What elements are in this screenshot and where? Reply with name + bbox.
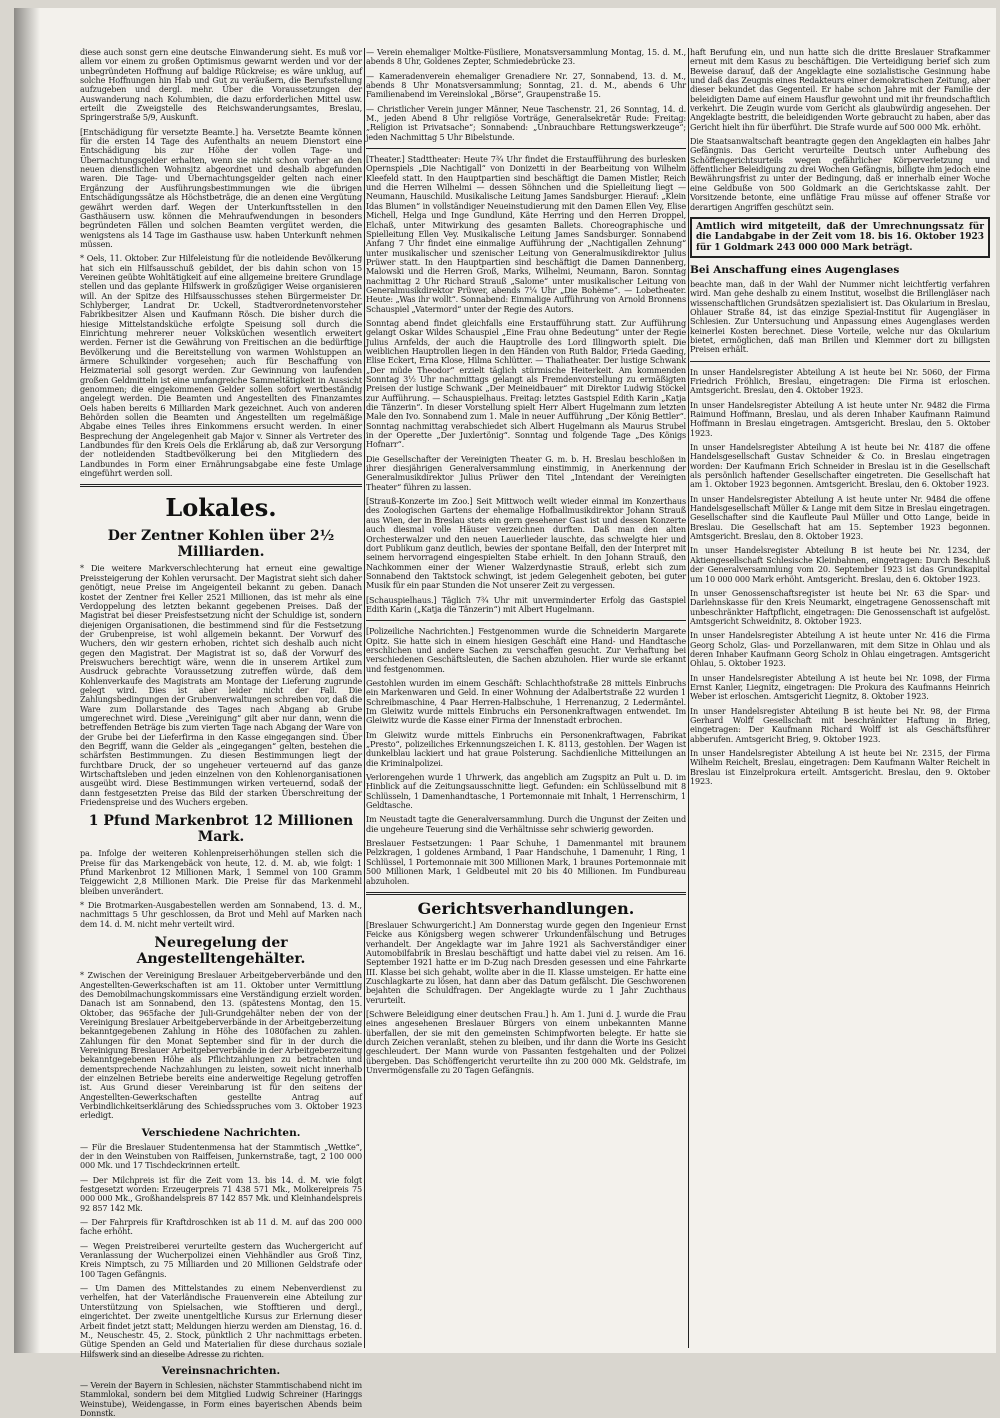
article-gestohlen: Gestohlen wurden im einem Geschäft: Schlachthofstraße 28 mittels Einbruchs ein Markenwaren und Geld. In einer Wohnung der Adalbertstraße 22 wurden 1 Schreibmaschine, 4 Paar Herren-Halbschuhe, 1 Herrenanzug, 2 Ledermäntel. Im Gleiwitz wurde mittels Einbruchs ein Personenkraftwagen entwendet. Im Gleiwitz wurde die Kasse einer Firma der Innenstadt erbrochen.: [366, 677, 686, 726]
column-2: [366, 48, 686, 1348]
scan-binding-shadow: [14, 8, 40, 1353]
section-rule: [690, 361, 990, 362]
article-urteil: Die Staatsanwaltschaft beantragte gegen den Angeklagten ein halbes Jahr Gefängnis. Das Gericht verurteilte Deutsch unter Aufhebung des Schöffengerichtsurteils wegen gefährlicher Körperverletzung und öffentlicher Beleidigung zu drei Wochen Gefängnis, billigte ihm jedoch eine Bewährungsfrist zu unter der Bedingung, daß er innerhalb einer Woche eine Geldbuße von 500 Goldmark an die Gerichtskasse zahlt. Der Vorsitzende betonte, eine unflätige Frau müsse auf offener Straße vor derartigen Angriffen geschützt sein.: [690, 136, 990, 212]
headline-augenglas: Bei Anschaffung eines Augenglases: [690, 263, 900, 276]
column-3: [690, 48, 990, 1348]
item-grenadiere: — Kameradenverein ehemaliger Grenadiere Nr. 27, Sonnabend, 13. d. M., abends 8 Uhr Monatsversammlung; Sonntag, 21. d. M., abends 6 Uhr Familienabend im Vereinslokal „Börse“, Graupenstraße 15.: [366, 70, 686, 100]
section-heading-gericht: Gerichtsverhandlungen.: [417, 898, 635, 918]
article-schauspielhaus: [Schauspielhaus.] Täglich 7¾ Uhr mit unverminderter Erfolg das Gastspiel Edith Karin („Katja die Tänzerin“) mit Albert Hugelmann.: [366, 594, 686, 614]
item-kraftdroschken: — Der Fahrpreis für Kraftdroschken ist ab 11 d. M. auf das 200 000 fache erhöht.: [80, 1217, 362, 1237]
item-cvjm: — Christlicher Verein junger Männer, Neue Taschenstr. 21, 26 Sonntag, 14. d. M., jeden Abend 8 Uhr religiöse Vorträge, Generalsekretär Rude: Freitag: „Religion ist Privatsache“; Sonnabend: „Unbrauchbare Rettungswerkzeuge“; jeden Nachmittag 5 Uhr Bibelstunde.: [366, 103, 686, 142]
article-verloren: Verlorengehen wurde 1 Uhrwerk, das angeblich am Zugspitz an Pult u. D. im Hinblick auf die Zeitungsausschnitte liegt. Gefunden: ein Schlüsselbund mit 8 Schlüsseln, 1 Damenhandtasche, 1 Portemonnaie mit Inhalt, 1 Herrenschirm, 1 Geldtasche.: [366, 772, 686, 811]
article-theater-cont: Sonntag abend findet gleichfalls eine Erstaufführung statt. Zur Aufführung gelangt Oskar Wildes Schauspiel „Eine Frau ohne Bedeutung“ unter der Regie Julius Arnfelds, der auch die Hauptrolle des Lord Illingworth spielt. Die weiblichen Hauptrollen liegen in den Händen von Ruth Baldor, Frieda Gaeding, Elise Eckert, Erna Klose, Hilma Schlütter. — Thaliatheater. Der lustige Schwank „Der müde Theodor“ erzielt täglich stürmische Heiterkeit. Am kommenden Sonntag 3½ Uhr nachmittags gelangt als Fremdenvorstellung zu ermäßigten Preisen der lustige Schwank „Der Meineidbauer“ mit Direktor Ludwig Stöckel zur Aufführung. — Schauspielhaus. Freitag: letztes Gastspiel Edith Karin „Katja die Tänzerin“. In dieser Vorstellung spielt Herr Albert Hugelmann zum letzten Male den Ivo. Sonnabend zum 1. Male in neuer Aufführung „Der König Bettler“. Sonntag nachmittag verabschiedet sich Albert Hugelmann als Maurus Strubel in der Operette „Der Juxlertönig“. Sonntag und folgende Tage „Des Königs Hofnarr“.: [366, 317, 686, 450]
article-brotmarken: * Die Brotmarken-Ausgabestellen werden am Sonnabend, 13. d. M., nachmittags 5 Uhr geschlossen, da Brot und Mehl auf Marken nach dem 14. d. M. nicht mehr verteilt wird.: [80, 900, 362, 929]
item-frauenverein: — Um Damen des Mittelstandes zu einem Nebenverdienst zu verhelfen, hat der Vaterländische Frauenverein eine Abteilung zur Unterstützung von Spielsachen, wie Stofftieren und dergl., eingerichtet. Der zweite unentgeltliche Kursus zur Erlernung dieser Arbeit findet jetzt statt; Meldungen hierzu werden am Dienstag, 16. d. M., Neuschestr. 45, 2. Stock, pünktlich 2 Uhr nachmittags erbeten. Gütige Spenden an Geld und Materialien für diese durchaus soziale Hilfswerk sind an dieselbe Adresse zu richten.: [80, 1283, 362, 1359]
notice-umrechnungssatz: [690, 217, 990, 258]
column-divider-1: [364, 48, 365, 1348]
section-rule: [366, 620, 686, 621]
register-entry: In unser Handelsregister Abteilung A ist heute bei Nr. 5060, der Firma Friedrich Fröhlich, Breslau, eingetragen: Die Firma ist erloschen. Amtsgericht. Breslau, den 4. Oktober 1923.: [690, 366, 990, 396]
section-heading-lokales: Lokales.: [165, 493, 277, 523]
register-entry: In unser Handelsregister Abteilung A ist heute bei Nr. 2315, der Firma Wilhelm Reichelt, Breslau, eingetragen: Dem Kaufmann Walter Reichelt in Breslau ist Einzelprokura erteilt. Amtsgericht. Breslau, den 9. Oktober 1923.: [690, 748, 990, 787]
headline-gehaelter: Neuregelung der Angestelltengehälter.: [136, 935, 306, 968]
article-fundsachen: Breslauer Festsetzungen: 1 Paar Schuhe, 1 Damenmantel mit braunem Pelzkragen, 1 goldenes Armband, 1 Paar Handschuhe, 1 Damenuhr, 1 Ring, 1 Schlüssel, 1 Portemonnaie mit 300 Millionen Mark, 1 braunes Portemonnaie mit 500 Millionen Mark, 1 Geldbeutel mit 20 bis 40 Millionen. Im Fundbureau abzuholen.: [366, 838, 686, 886]
article-theater: [Theater.] Stadttheater: Heute 7¾ Uhr findet die Erstaufführung des burlesken Opernspiels „Die Nachtigall“ von Donizetti in der Bearbeitung von Wilhelm Kleefeld statt. In den Hauptpartien sind beschäftigt die Damen Mistler, Reich und die Herren Wilhelmi — dessen Söhnchen und die Spielleitung liegt — Neumann, Hauschild. Musikalische Leitung James Sandsburger. Hierauf: „Klein Idas Blumen“ in vollständiger Neueinstudierung mit den Damen Ellen Vey, Elise Michell, Helga und Inge Gundlund, Käte Herring und den Herren Droppel, Elchaß, unter Mitwirkung des gesamten Ballets. Choreographische und Spielleitung Ellen Vey. Musikalische Leitung James Sandsburger. Sonnabend Anfang 7 Uhr findet eine einmalige Aufführung der „Nachtigallen Zehnung“ unter musikalischer und szenischer Leitung von Generalmusikdirektor Julius Prüwer statt. In den Hauptpartien sind beschäftigt die Damen Dannenberg, Malowski und die Herren Groß, Marks, Wilhelmi, Neumann, Baron. Sonntag nachmittag 2 Uhr Richard Strauß „Salome“ unter musikalischer Leitung von Generalmusikdirektor Prüwer, abends 7¼ Uhr „Die Bohème“. — Lobetheater. Heute: „Was ihr wollt“. Sonnabend: Einmalige Aufführung von Arnold Bronnens Schauspiel „Vatermord“ unter der Regie des Autors.: [366, 154, 686, 314]
article-berufung: haft Berufung ein, und nun hatte sich die dritte Breslauer Strafkammer erneut mit dem Kasus zu beschäftigen. Die Verteidigung berief sich zum Beweise darauf, daß der Angeklagte eine sozialistische Gesinnung habe und daß das Zeugnis eines Redakteurs einer demokratischen Zeitung, aber dieser bekundet das Gegenteil. Er habe schon Jahre mit der Familie der beleidigten Dame auf einem Hausflur gewohnt und mit ihr freundschaftlich verkehrt. Die Zeugin wurde vom Gericht als glaubwürdig angesehen. Der Angeklagte bestritt, die beleidigenden Worte gebraucht zu haben, aber das Gericht hielt ihn für überführt. Die Strafe wurde auf 500 000 Mk. erhöht.: [690, 47, 990, 132]
item-studentenmensa: — Für die Breslauer Studentenmensa hat der Stammtisch „Wettke“, der in den Weinstuben von Raiffeisen, Junkernstraße, tagt, 2 100 000 000 Mk. und 17 Tischdeckrinnen erteilt.: [80, 1141, 362, 1171]
item-preistreiberei: — Wegen Preistreiberei verurteilte gestern das Wuchergericht auf Veranlassung der Wucherpolizei einen Viehhändler aus Groß Tinz, Kreis Nimptsch, zu 75 Milliarden und 20 Millionen Geldstrafe oder 100 Tagen Gefängnis.: [80, 1240, 362, 1279]
register-entry: In unser Genossenschaftsregister ist heute bei Nr. 63 die Spar- und Darlehnskasse für den Kreis Neumarkt, eingetragene Genossenschaft mit unbeschränkter Haftpflicht, eingetragen: Die Genossenschaft ist aufgelöst. Amtsgericht Schweidnitz, 8. Oktober 1923.: [690, 587, 990, 626]
register-entry: In unser Handelsregister Abteilung A ist heute unter Nr. 9482 die Firma Raimund Hoffmann, Breslau, und als deren Inhaber Kaufmann Raimund Hoffmann in Breslau eingetragen. Amtsgericht. Breslau, den 5. Oktober 1923.: [690, 399, 990, 438]
register-entry: In unser Handelsregister Abteilung A ist heute bei Nr. 4187 die offene Handelsgesellschaft Gustav Schneider & Co. in Breslau eingetragen worden: Der Kaufmann Erich Schneider in Breslau ist in die Gesellschaft als persönlich haftender Gesellschafter eingetreten. Die Gesellschaft hat am 1. Oktober 1923 begonnen. Amtsgericht. Breslau, den 6. Oktober 1923.: [690, 442, 990, 490]
item-milchpreis: — Der Milchpreis ist für die Zeit vom 13. bis 14. d. M. wie folgt festgesetzt worden: Erzeugerpreis 71 438 571 Mk., Molkereipreis 75 000 000 Mk., Großhandelspreis 87 142 857 Mk. und Kleinhandelspreis 92 857 142 Mk.: [80, 1174, 362, 1213]
article-neustadt: Im Neustadt tagte die Generalversammlung. Durch die Ungunst der Zeiten und die ungeheure Teuerung sind die Verhältnisse sehr schwierig geworden.: [366, 814, 686, 834]
article-schwurgericht: [Breslauer Schwurgericht.] Am Donnerstag wurde gegen den Ingenieur Ernst Feicke aus Königsberg wegen schwerer Urkundenfälschung und Betruges verhandelt. Der Angeklagte war im Jahre 1921 als Sachverständiger einer Automobilfabrik in Breslau beschäftigt und hatte dabei viel zu reisen. Am 16. September 1921 hatte er im D-Zug nach Dresden gesessen und eine Fahrkarte III. Klasse bei sich gehabt, wollte aber in die II. Klasse umsteigen. Er hatte eine Zuschlagkarte zu lösen, hat dann aber das Datum gefälscht. Die Geschworenen bejahten die Schuldfragen. Der Angeklagte wurde zu 1 Jahr Zuchthaus verurteilt.: [366, 919, 686, 1005]
headline-vereinsnachrichten: Vereinsnachrichten.: [161, 1364, 281, 1377]
register-entry: In unser Handelsregister Abteilung A ist heute bei Nr. 1098, der Firma Ernst Kanler, Liegnitz, eingetragen: Die Prokura des Kaufmanns Heinrich Weber ist erloschen. Amtsgericht Liegnitz, 8. Oktober 1923.: [690, 672, 990, 702]
column-1: [80, 47, 362, 1418]
register-entry: In unser Handelsregister Abteilung A ist heute unter Nr. 9484 die offene Handelsgesellschaft Müller & Lange mit dem Sitze in Breslau eingetragen. Gesellschafter sind die Kaufleute Paul Müller und Otto Lange, beide in Breslau. Die Gesellschaft hat am 15. September 1923 begonnen. Amtsgericht. Breslau, den 8. Oktober 1923.: [690, 493, 990, 542]
ad-okularium: beachte man, daß in der Wahl der Nummer nicht leichtfertig verfahren wird. Man gehe deshalb zu einem Institut, woselbst die Brillengläser nach wissenschaftlichen Grundsätzen spezialisiert ist. Das Okularium in Breslau, Ohlauer Straße 84, ist das einzige Spezial-Institut für Augengläser in Schlesien. Zur Untersuchung und Anpassung eines Augenglases werden keinerlei Kosten berechnet. Diese Vorteile, welche nur das Okularium bietet, ermöglichen, daß man Brillen und Klemmer dort zu billigsten Preisen erhält.: [690, 278, 990, 355]
article-kohlen: * Die weitere Markverschlechterung hat erneut eine gewaltige Preissteigerung der Kohlen verursacht. Der Magistrat sieht sich daher genötigt, neue Preise im Angeigenteil bekannt zu geben. Danach kostet der Zentner frei Keller 2521 Millionen, das ist mehr als eine Verdoppelung des letzten bekannt gegebenen Preises. Daß der Magistrat bei dieser Preisfestsetzung nicht der Schuldige ist, sondern diejenigen Organisationen, die bestimmend sind für die Festsetzung der Grubenpreise, ist wohl allgemein bekannt. Der Vorwurf des Wuchers, den wir gestern erhoben, richtet sich deshalb auch nicht gegen den Magistrat. Der Magistrat ist so, daß der Vorwurf des Preiswuchers berechtigt wäre, wenn die in unserem Artikel zum Ausdruck gebrachte Voraussetzung zutreffen würde, daß dem Kohlenverkaufe des Magistrats am Montage der Lieferung zugrunde gelegt wird. Dies ist aber leider nicht der Fall. Die Zahlungsbedingungen der Grubenverwaltungen schreiben vor, daß die Ware zum Dollarstande des Tages nach Abgang ab Grube umgerechnet wird. Diese „Vereinigung“ gilt aber nur dann, wenn die betreffenden Beträge bis zum vierten Tage nach Abgang der Ware von der Grube bei der Lieferfirma in den Kasse eingegangen sind. Über den Begriff, wann die Gelder als „eingegangen“ gelten, bestehen die schärfsten Bestimmungen. Zu diesen Bestimmungen liegt der furchtbare Druck, der so ungeheuer verteuernd auf das ganze Wirtschaftsleben und jeden einzelnen von den Kohlenorganisationen ausgeübt wird. Diese Bestimmungen wirken verteuernd, sodaß der dann festgesetzten Preise das Bild der starken Überschreitung der Friedenspreise und des Wuchers ergeben.: [80, 563, 362, 808]
register-entry: In unser Handelsregister Abteilung A ist heute unter Nr. 416 die Firma Georg Scholz, Glas- und Porzellanwaren, mit dem Sitze in Ohlau und als deren Inhaber Kaufmann Georg Scholz in Ohlau eingetragen. Amtsgericht Ohlau, 5. Oktober 1923.: [690, 630, 990, 669]
article-strauss-konzerte: [Strauß-Konzerte im Zoo.] Seit Mittwoch weilt wieder einmal im Konzerthaus des Zoologischen Gartens der ehemalige Hofballmusikdirektor Johann Strauß aus Wien, der in Breslau stets ein gern gesehener Gast ist und dessen Konzerte auch diesmal volle Häuser verzeichnen durften. Daß man den alten Orchesterwalzer und den neuen Lauerlieder lauschte, das schwelgte hier und dort Publikum ganz deutlich, bewies der spontane Beifall, den der Interpret mit seinem hervorragend eingespielten Stabe erhielt. In den Johann Strauß, den Nachkommen einer der Wiener Walzerdynastie Strauß, erlebt sich zum Sonnabend den Taktstock schwingt, ist jedem Gelegenheit geboten, bei guter Musik für ein paar Stunden die Not unserer Zeit zu vergessen.: [366, 496, 686, 591]
article-markenbrot: pa. Infolge der weiteren Kohlenpreiserhöhungen stellen sich die Preise für das Markengebäck von heute, 12. d. M. ab, wie folgt: 1 Pfund Markenbrot 12 Millionen Mark, 1 Semmel von 100 Gramm Teiggewicht 2,8 Millionen Mark. Die Preise für das Markenmehl bleiben unverändert.: [80, 848, 362, 896]
article-kolumbien-end: diese auch sonst gern eine deutsche Einwanderung sieht. Es muß vor allem vor einem zu großen Optimismus gewarnt werden und vor der unbegründeten Hoffnung auf baldige Rückreise; es wäre unklug, auf solche Hoffnungen hin Hab und Gut zu veräußern, die Berufsstellung aufzugeben und dergl. mehr. Über die Voraussetzungen der Auswanderung nach Kolumbien, die dazu erforderlichen Mittel usw. erteilt die Zweigstelle des Reichswanderungsamtes, Breslau, Springerstraße 5/9, Auskunft.: [80, 47, 362, 123]
register-entry: In unser Handelsregister Abteilung B ist heute bei Nr. 1234, der Aktiengesellschaft Schlesische Kleinbahnen, eingetragen: Durch Beschluß der Generalversammlung vom 20. September 1923 ist das Grundkapital um 10 000 000 Mark erhöht. Amtsgericht. Breslau, den 6. Oktober 1923.: [690, 545, 990, 584]
article-beamte: [Entschädigung für versetzte Beamte.] ha. Versetzte Beamte können für die ersten 14 Tage des Aufenthalts an neuem Dienstort eine Entschädigung bis zur Höhe der vollen Tage- und Übernachtungsgelder erhalten, wenn sie nicht schon vorher an den neuen dienstlichen Wohnsitz abgeordnet und deshalb abgefunden waren. Die Tage- und Übernachtungsgelder gelten nach einer Ergänzung der Ausführungsbestimmungen wie die übrigen Entschädigungssätze als Höchstbeträge, die an denen eine Vergütung gewährt werden darf. Wegen der Unterkunftsstellen in den Gasthäusern usw. können die Mehraufwendungen in besonders begründeten Fällen und solchen Beamten vergütet werden, die wenigstens als 14 Tage im Gasthause usw. haben Unterkunft nehmen müssen.: [80, 126, 362, 249]
article-oels: * Oels, 11. Oktober. Zur Hilfeleistung für die notleidende Bevölkerung hat sich ein Hilfsausschuß gebildet, der bis dahin schon von 15 Vereinen geübte Wohltätigkeit auf eine allgemeine breitere Grundlage stellen und das geplante Hilfswerk in großzügiger Weise organisieren will. An der Spitze des Hilfsausschusses stehen Bürgermeister Dr. Schlyberger, Landrat Dr. Uckell, Stadtverordnetenvorsteher Fabrikbesitzer Alsen und Kaufmann Rösch. Die bisher durch die hiesige Mittelstandsküche erfolgte Speisung soll durch die Einrichtung mehrerer neuer Volksküchen wesentlich erweitert werden. Ferner ist die Gewährung von Freitischen an die bedürftige Bevölkerung und die Bereitstellung von warmen Wohlstuppen an ärmere Schulkinder vorgesehen; auch für Beschaffung von Heizmaterial soll gesorgt werden. Zur Gewinnung von laufenden großen Geldmitteln ist eine umfangreiche Sammeltätigkeit in Aussicht genommen; die eingekommenen Gelder sollen sofort wertbeständig angelegt werden. Die Beamten und Angestellten des Finanzamtes Oels haben bereits 6 Milliarden Mark gezeichnet. Auch von anderen Behörden sollen die Beamten und Angestellten um regelmäßige Abgabe eines Teiles ihres Einkommens ersucht werden. In einer Besprechung der Angelegenheit gab Major v. Sinner als Vertreter des Landbundes für den Kreis Oels die Erklärung ab, daß zur Versorgung der notleidenden Stadtbevölkerung bei den Mitgliedern des Landbundes in Form einer Ernährungsabgabe eine feste Umlage eingeführt werden soll.: [80, 253, 362, 479]
column-divider-2: [688, 48, 689, 1348]
article-gleiwitz: Im Gleiwitz wurde mittels Einbruchs ein Personenkraftwagen, Fabrikat „Presto“, polizeiliches Erkennungszeichen I. K. 8113, gestohlen. Der Wagen ist dunkelblau lackiert und hat graue Polsterung. Sachdienliche Mitteilungen an die Kriminalpolizei.: [366, 729, 686, 768]
article-gehaelter: * Zwischen der Vereinigung Breslauer Arbeitgeberverbände und den Angestellten-Gewerkschaften ist am 11. Oktober unter Vermittlung des Demobilmachungskommissars eine Verständigung erzielt worden. Danach ist am Sonnabend, den 13. (spätestens Montag, den 15. Oktober, das 965fache der Juli-Grundgehälter neben der von der Vereinigung Breslauer Arbeitgeberverbände in der Arbeitgeberzeitung bekanntgegebenen Zahlung in Höhe des 1080fachen zu zahlen. Zahlungen für den Monat September sind für in der durch die Vereinigung Breslauer Arbeitgeberverbände in der Arbeitgeberzeitung bekanntgegebenen Höhe als Pflichtzahlungen zu betrachten und dementsprechende Nachzahlungen zu leisten, soweit nicht innerhalb der einzelnen Betriebe bereits eine anderweitige Regelung getroffen ist. Aus Grund dieser Vereinbarung ist für den seitens der Angestellten-Gewerkschaften gestellte Antrag auf Verbindlichkeitserklärung des Schiedsspruches vom 3. Oktober 1923 erledigt.: [80, 970, 362, 1121]
article-polizei: [Polizeiliche Nachrichten.] Festgenommen wurde die Schneiderin Margarete Opitz. Sie hatte sich in einem hiesigen Geschäft eine Hand- und Handtasche erschlichen und andere Sachen zu verschaffen gesucht. Zur Verhaftung bei verschiedenen Geschäftsleuten, die Sachen abzuholen. Hier wurde sie erkannt und festgenommen.: [366, 626, 686, 674]
section-rule: [80, 484, 362, 487]
headline-verschiedene: Verschiedene Nachrichten.: [141, 1126, 301, 1139]
article-vereinigte-theater: Die Gesellschafter der Vereinigten Theater G. m. b. H. Breslau beschloßen in ihrer diesjährigen Generalversammlung einstimmig, in Anerkennung der Generalmusikdirektor Julius Prüwer den Titel „Intendant der Vereinigten Theater“ führen zu lassen.: [366, 453, 686, 492]
headline-kohlen: Der Zentner Kohlen über 2½ Milliarden.: [107, 528, 335, 561]
headline-markenbrot: 1 Pfund Markenbrot 12 Millionen Mark.: [88, 813, 354, 846]
register-entry: In unser Handelsregister Abteilung B ist heute bei Nr. 98, der Firma Gerhard Wolff Gesellschaft mit beschränkter Haftung in Brieg, eingetragen: Der Kaufmann Richard Wolff ist als Geschäftsführer abberufen. Amtsgericht Brieg, 9. Oktober 1923.: [690, 705, 990, 744]
item-verein-bayern: — Verein der Bayern in Schlesien, nächster Stammtischabend nicht im Stammlokal, sondern bei dem Mitglied Ludwig Schreiner (Haringgs Weinstube), Weidengasse, in Form eines bayerischen Abends beim Donnstk.: [80, 1379, 362, 1418]
section-rule: [366, 148, 686, 149]
notice-umrechnungssatz-text: Amtlich wird mitgeteilt, daß der Umrechnungssatz für die Landabgabe in der Zeit vom 18. bis 16. Oktober 1923 für 1 Goldmark 243 000 000 Mark beträgt.: [696, 221, 984, 253]
section-rule: [366, 892, 686, 895]
item-moltke-fuesiliere: — Verein ehemaliger Moltke-Füsiliere, Monatsversammlung Montag, 15. d. M., abends 8 Uhr, Goldenes Zepter, Schmiedebrücke 23.: [366, 47, 686, 67]
article-beleidigung: [Schwere Beleidigung einer deutschen Frau.] h. Am 1. Juni d. J. wurde die Frau eines angesehenen Breslauer Bürgers von einem unbekannten Manne überfallen, der sie mit den gemeinsten Schimpfworten belegte. Er hatte sie durch Zeichen veranlaßt, stehen zu bleiben, und ihr dann die Worte ins Gesicht geschleudert. Der Mann wurde von Passanten festgehalten und der Polizei übergeben. Das Schöffengericht verurteilte ihn zu 200 000 Mk. Geldstrafe, im Unvermögensfalle zu 20 Tagen Gefängnis.: [366, 1008, 686, 1075]
newspaper-page: [14, 8, 996, 1418]
